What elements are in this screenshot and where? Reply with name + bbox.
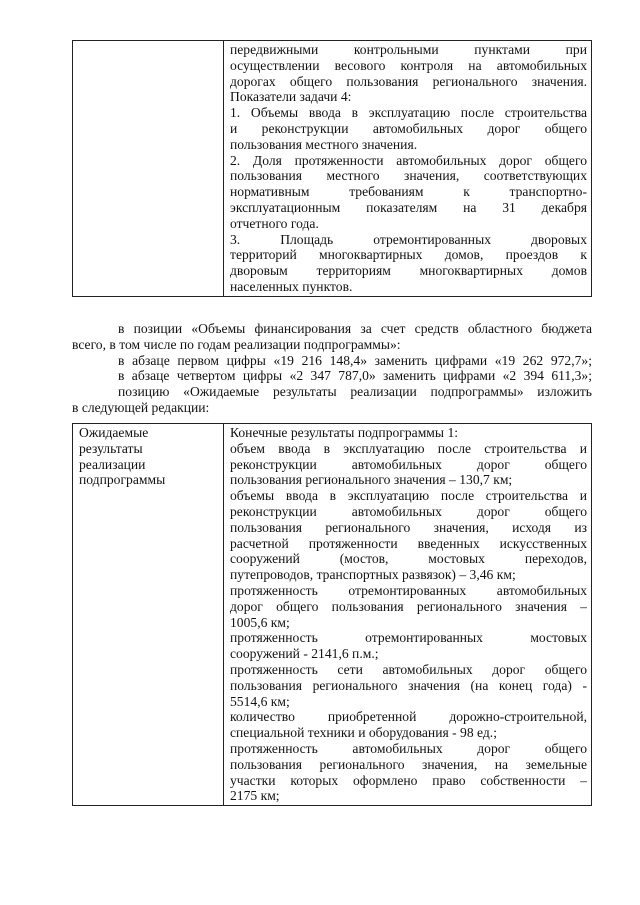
paragraph-line: всего, в том числе по годам реализации подпрограммы»:: [72, 336, 401, 352]
text-line: протяженность автомобильных дорог общего: [230, 740, 587, 756]
heading-line: Ожидаемые: [79, 425, 149, 440]
text-line: количество приобретенной дорожно-строительной,: [230, 709, 587, 725]
right-cell-results: [224, 424, 592, 806]
text-line: нормативным требованиям к транспортно-: [230, 184, 587, 200]
text-line: дорог общего пользования регионального значения –: [230, 598, 587, 614]
text-line: сооружений (мостов, мостовых переходов,: [230, 551, 587, 567]
text-line: путепроводов, транспортных развязок) – 3,46 км;: [230, 567, 516, 583]
text-line: 2175 км;: [230, 788, 280, 804]
text-line: 1. Объемы ввода в эксплуатацию после строительства: [230, 105, 587, 121]
paragraph-line: в следующей редакции:: [72, 399, 210, 415]
text-line: и реконструкции автомобильных дорог общего: [230, 120, 587, 136]
amendment-paragraphs: [72, 321, 592, 416]
paragraph-line: позицию «Ожидаемые результаты реализации подпрограммы» изложить: [118, 384, 592, 400]
text-line: расчетной протяженности введенных искусственных: [230, 535, 587, 551]
paragraph-line: в абзаце первом цифры «19 216 148,4» заменить цифрами «19 262 972,7»;: [118, 352, 592, 368]
text-line: пользования регионального значения, исходя из: [230, 519, 587, 535]
heading-line: подпрограммы: [79, 472, 166, 488]
text-line: объем ввода в эксплуатацию после строительства и: [230, 440, 587, 456]
text-line: 1005,6 км;: [230, 614, 290, 630]
text-line: сооружений - 2141,6 п.м.;: [230, 646, 379, 662]
text-line: пользования местного значения, соответствующих: [230, 168, 587, 184]
text-line: реконструкции автомобильных дорог общего: [230, 503, 587, 519]
text-line: реконструкции автомобильных дорог общего: [230, 456, 587, 472]
text-line: дворовым территориям многоквартирных домов: [230, 263, 587, 279]
text-line: пользования регионального значения, на земельные: [230, 756, 587, 772]
left-cell-heading: [73, 424, 224, 806]
text-line: 5514,6 км;: [230, 693, 290, 709]
table-row: [73, 424, 592, 806]
text-line: 2. Доля протяженности автомобильных дорог общего: [230, 152, 587, 168]
paragraph-line: в абзаце четвертом цифры «2 347 787,0» заменить цифрами «2 394 611,3»;: [118, 368, 592, 384]
left-cell-empty: [73, 41, 224, 297]
text-line: осуществлении весового контроля на автомобильных: [230, 57, 587, 73]
heading-line: результаты: [79, 440, 143, 456]
text-line: пользования регионального значения (на конец года) -: [230, 677, 587, 693]
text-line: протяженность сети автомобильных дорог общего: [230, 661, 587, 677]
text-line: специальной техники и оборудования - 98 ед.;: [230, 725, 497, 741]
text-line: 3. Площадь отремонтированных дворовых: [230, 231, 587, 247]
paragraph-line: в позиции «Объемы финансирования за счет средств областного бюджета: [118, 321, 592, 336]
text-line: объемы ввода в эксплуатацию после строительства и: [230, 488, 587, 504]
table-passport-continued: [72, 40, 592, 297]
heading-line: реализации: [79, 456, 146, 472]
table-row: [73, 41, 592, 297]
text-line: населенных пунктов.: [230, 278, 353, 294]
text-line: территорий многоквартирных домов, проездов к: [230, 247, 587, 263]
text-line: Конечные результаты подпрограммы 1:: [230, 425, 459, 440]
text-line: дорогах общего пользования регионального значения.: [230, 73, 587, 89]
text-line: отчетного года.: [230, 215, 319, 231]
text-line: пользования регионального значения – 130,7 км;: [230, 472, 513, 488]
text-line: Показатели задачи 4:: [230, 89, 352, 105]
text-line: протяженность отремонтированных автомобильных: [230, 582, 587, 598]
text-line: участки которых оформлено право собственности –: [230, 772, 587, 788]
text-line: пользования местного значения.: [230, 136, 418, 152]
text-line: эксплуатационным показателям на 31 декабря: [230, 199, 587, 215]
text-line: протяженность отремонтированных мостовых: [230, 630, 587, 646]
right-cell-indicators: [224, 41, 592, 297]
table-expected-results: [72, 423, 592, 806]
text-line: передвижными контрольными пунктами при: [230, 42, 587, 57]
